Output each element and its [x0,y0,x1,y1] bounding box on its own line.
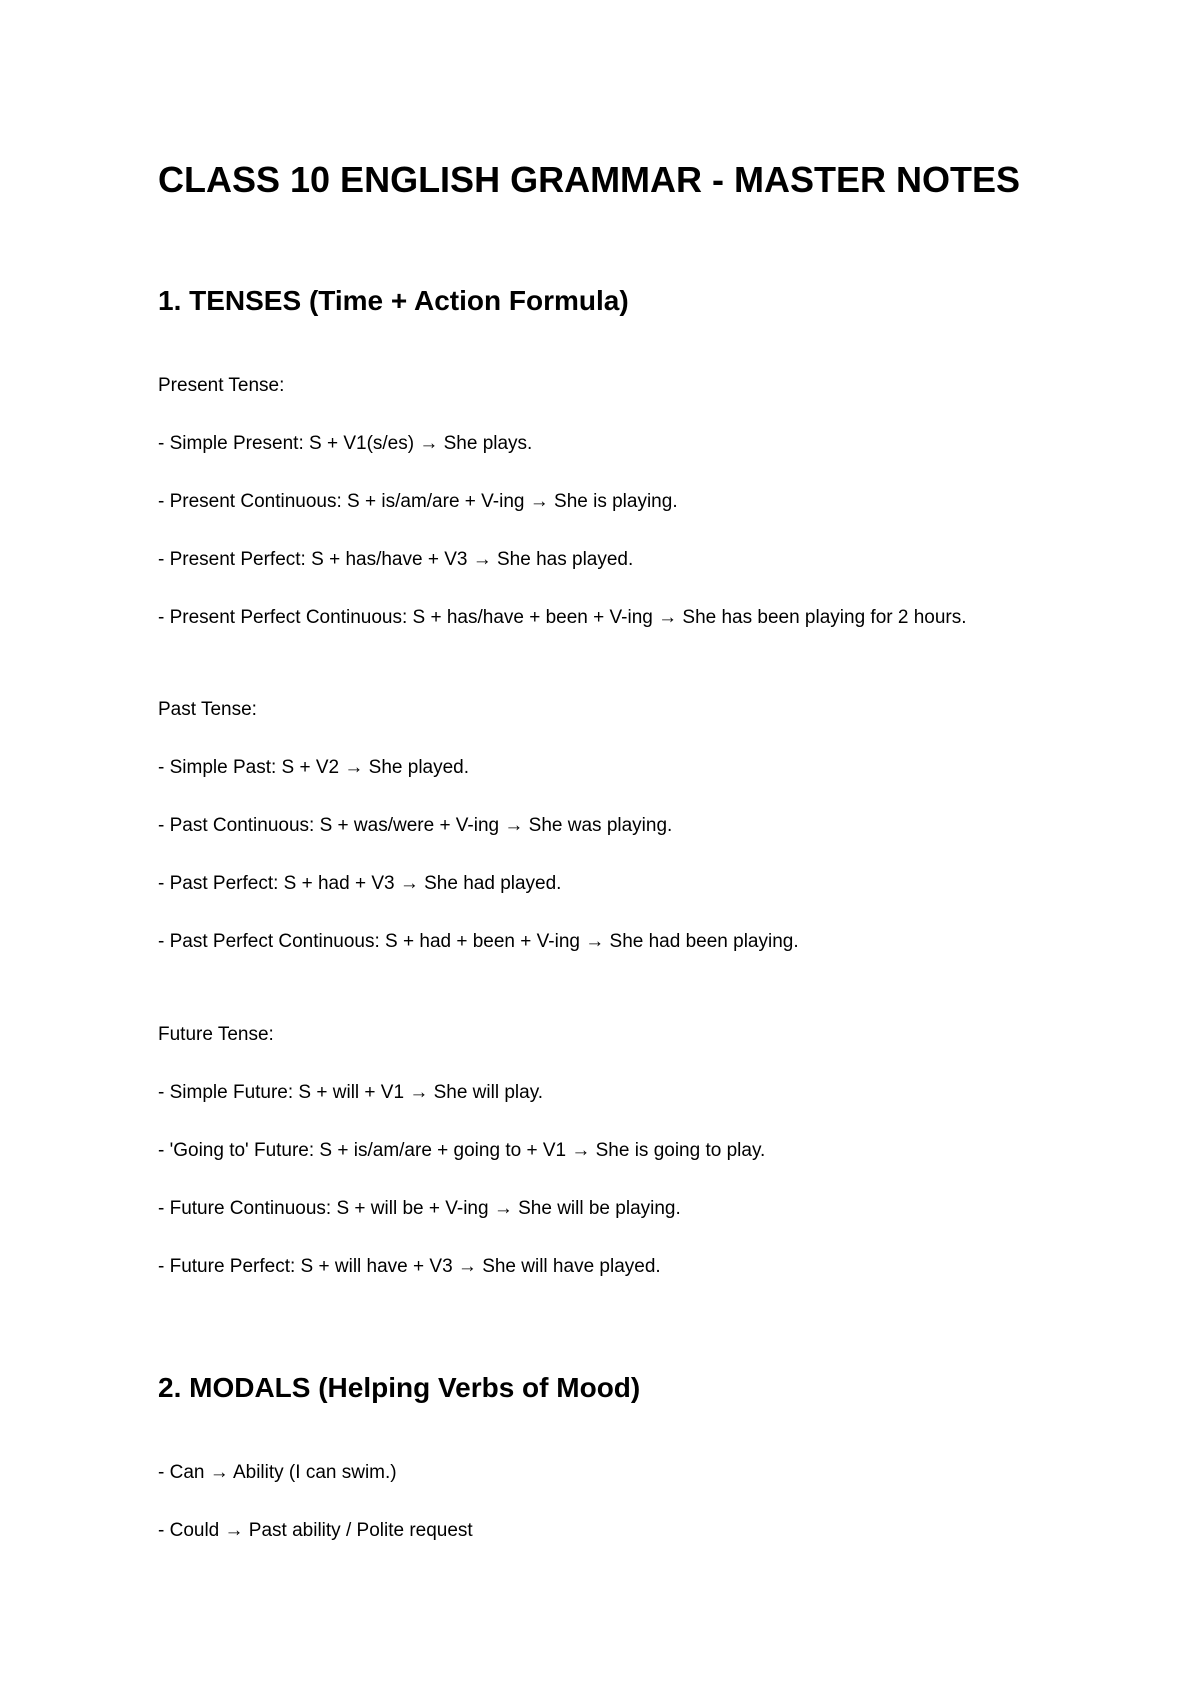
document-title: CLASS 10 ENGLISH GRAMMAR - MASTER NOTES [158,159,1021,200]
list-item: - Could → Past ability / Polite request [158,1520,473,1541]
list-item: - 'Going to' Future: S + is/am/are + going to + V1 → She is going to play. [158,1140,766,1161]
list-item: - Present Continuous: S + is/am/are + V-ing → She is playing. [158,491,678,512]
subheading-future-tense: Future Tense: [158,1024,274,1045]
section-heading-modals: 2. MODALS (Helping Verbs of Mood) [158,1372,641,1403]
list-item: - Simple Present: S + V1(s/es) → She plays. [158,433,533,454]
subheading-present-tense: Present Tense: [158,375,285,396]
subheading-past-tense: Past Tense: [158,699,257,720]
list-item: - Past Continuous: S + was/were + V-ing → She was playing. [158,815,673,836]
list-item: - Can → Ability (I can swim.) [158,1462,397,1483]
list-item: - Future Continuous: S + will be + V-ing → She will be playing. [158,1198,681,1219]
list-item: - Present Perfect: S + has/have + V3 → She has played. [158,549,634,570]
list-item: - Present Perfect Continuous: S + has/have + been + V-ing → She has been playing for 2 hours. [158,607,967,628]
list-item: - Simple Past: S + V2 → She played. [158,757,470,778]
list-item: - Future Perfect: S + will have + V3 → She will have played. [158,1256,661,1277]
list-item: - Simple Future: S + will + V1 → She will play. [158,1082,544,1103]
list-item: - Past Perfect Continuous: S + had + been + V-ing → She had been playing. [158,931,799,952]
list-item: - Past Perfect: S + had + V3 → She had played. [158,873,562,894]
section-heading-tenses: 1. TENSES (Time + Action Formula) [158,285,629,316]
